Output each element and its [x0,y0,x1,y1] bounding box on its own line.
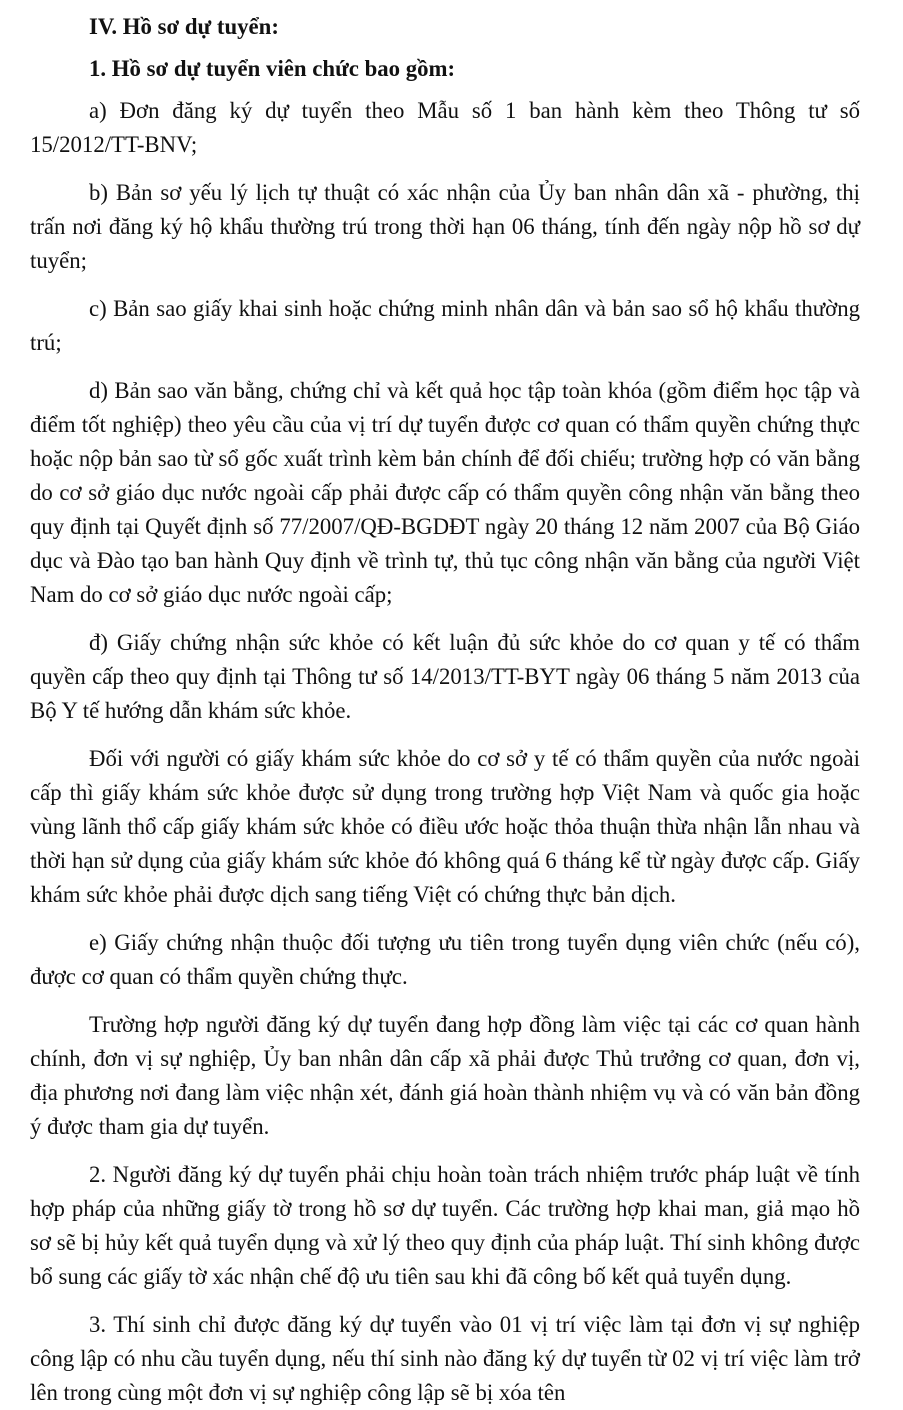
paragraph-b: b) Bản sơ yếu lý lịch tự thuật có xác nhận của Ủy ban nhân dân xã - phường, thị trấn nơi đăng ký hộ khẩu thường trú trong thời hạn 06 tháng, tính đến ngày nộp hồ sơ dự tuyển; [30,180,860,273]
paragraph-c: c) Bản sao giấy khai sinh hoặc chứng minh nhân dân và bản sao sổ hộ khẩu thường trú; [30,296,860,355]
subsection-title: 1. Hồ sơ dự tuyển viên chức bao gồm: [89,56,456,81]
paragraph-d: d) Bản sao văn bằng, chứng chỉ và kết quả học tập toàn khóa (gồm điểm học tập và điểm tốt nghiệp) theo yêu cầu của vị trí dự tuyển được cơ quan có thẩm quyền chứng thực hoặc nộp bản sao từ sổ gốc xuất trình kèm bản chính để đối chiếu; trường hợp có văn bằng do cơ sở giáo dục nước ngoài cấp phải được cấp có thẩm quyền công nhận văn bằng theo quy định tại Quyết định số 77/2007/QĐ-BGDĐT ngày 20 tháng 12 năm 2007 của Bộ Giáo dục và Đào tạo ban hành Quy định về trình tự, thủ tục công nhận văn bằng của người Việt Nam do cơ sở giáo dục nước ngoài cấp; [30,378,860,607]
paragraph-foreign-health-certificate: Đối với người có giấy khám sức khỏe do cơ sở y tế có thẩm quyền của nước ngoài cấp thì giấy khám sức khỏe được sử dụng trong trường hợp Việt Nam và quốc gia hoặc vùng lãnh thổ cấp giấy khám sức khỏe có điều ước hoặc thỏa thuận thừa nhận lẫn nhau và thời hạn sử dụng của giấy khám sức khỏe đó không quá 6 tháng kể từ ngày được cấp. Giấy khám sức khỏe phải được dịch sang tiếng Việt có chứng thực bản dịch. [30,746,860,907]
paragraph-a: a) Đơn đăng ký dự tuyển theo Mẫu số 1 ban hành kèm theo Thông tư số 15/2012/TT-BNV; [30,98,860,157]
section-title: IV. Hồ sơ dự tuyển: [89,14,279,39]
paragraph-dd: đ) Giấy chứng nhận sức khỏe có kết luận đủ sức khỏe do cơ quan y tế có thẩm quyền cấp theo quy định tại Thông tư số 14/2013/TT-BYT ngày 06 tháng 5 năm 2013 của Bộ Y tế hướng dẫn khám sức khỏe. [30,630,860,723]
document-page [30,10,860,1410]
paragraph-3-single-position: 3. Thí sinh chỉ được đăng ký dự tuyển vào 01 vị trí việc làm tại đơn vị sự nghiệp công lập có nhu cầu tuyển dụng, nếu thí sinh nào đăng ký dự tuyển từ 02 vị trí việc làm trở lên trong cùng một đơn vị sự nghiệp công lập sẽ bị xóa tên [30,1312,860,1405]
paragraph-e: e) Giấy chứng nhận thuộc đối tượng ưu tiên trong tuyển dụng viên chức (nếu có), được cơ quan có thẩm quyền chứng thực. [30,930,860,989]
paragraph-2-responsibility: 2. Người đăng ký dự tuyển phải chịu hoàn toàn trách nhiệm trước pháp luật về tính hợp pháp của những giấy tờ trong hồ sơ dự tuyển. Các trường hợp khai man, giả mạo hồ sơ sẽ bị hủy kết quả tuyển dụng và xử lý theo quy định của pháp luật. Thí sinh không được bổ sung các giấy tờ xác nhận chế độ ưu tiên sau khi đã công bố kết quả tuyển dụng. [30,1162,860,1289]
paragraph-contract-workers: Trường hợp người đăng ký dự tuyển đang hợp đồng làm việc tại các cơ quan hành chính, đơn vị sự nghiệp, Ủy ban nhân dân cấp xã phải được Thủ trưởng cơ quan, đơn vị, địa phương nơi đang làm việc nhận xét, đánh giá hoàn thành nhiệm vụ và có văn bản đồng ý được tham gia dự tuyển. [30,1012,860,1139]
